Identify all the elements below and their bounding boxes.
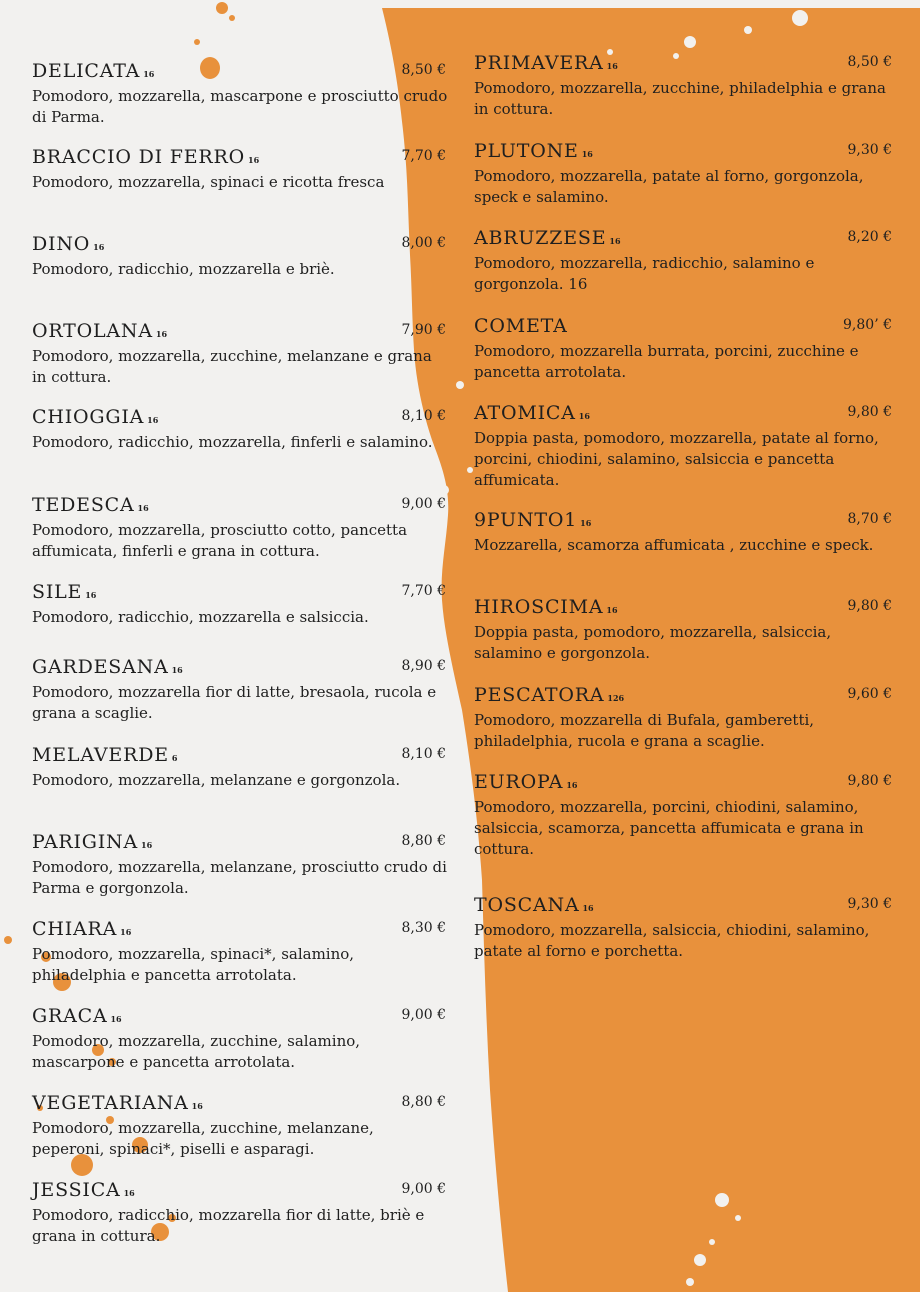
- menu-item-price: 9,60 €: [847, 686, 892, 702]
- menu-item-description: Pomodoro, mozzarella, salsiccia, chiodini, salamino, patate al forno e porchetta.: [474, 921, 870, 960]
- menu-item-name: [32, 831, 448, 856]
- item-name-text: BRACCIO DI FERRO: [32, 146, 246, 168]
- menu-item: [32, 494, 448, 562]
- allergen-code: 16: [93, 242, 105, 252]
- menu-item: [32, 656, 448, 724]
- menu-item: [474, 596, 894, 664]
- menu-item-description: Pomodoro, mozzarella, prosciutto cotto, pancetta affumicata, finferli e grana in cottura.: [32, 521, 408, 560]
- menu-item: [32, 831, 448, 899]
- item-name-text: DINO: [32, 233, 91, 255]
- menu-item-price: 9,80 €: [847, 598, 892, 614]
- menu-item: [32, 744, 448, 791]
- item-name-text: GRACA: [32, 1005, 108, 1027]
- allergen-code: 16: [137, 503, 149, 513]
- item-name-text: CHIOGGIA: [32, 406, 145, 428]
- menu-item: [474, 227, 894, 295]
- menu-item-description: Doppia pasta, pomodoro, mozzarella, patate al forno, porcini, chiodini, salamino, salsiccia e pancetta affumicata.: [474, 429, 879, 489]
- menu-item: [474, 140, 894, 208]
- menu-item-price: 9,00 €: [401, 1007, 446, 1023]
- menu-item-description: Pomodoro, mozzarella burrata, porcini, zucchine e pancetta arrotolata.: [474, 342, 859, 381]
- menu-item: [32, 320, 448, 388]
- menu-item-name: [474, 52, 894, 77]
- menu-item-name: [474, 402, 894, 427]
- menu-item-name: [474, 509, 894, 534]
- item-name-text: ABRUZZESE: [474, 227, 607, 249]
- menu-item-description: Pomodoro, mozzarella, spinaci e ricotta fresca: [32, 173, 385, 191]
- menu-item-description: Pomodoro, mozzarella, zucchine, philadelphia e grana in cottura.: [474, 79, 886, 118]
- menu-item-name: [474, 684, 894, 709]
- menu-item-name: [474, 894, 894, 919]
- menu-item-description: Pomodoro, mozzarella, melanzane e gorgonzola.: [32, 771, 401, 789]
- menu-item-name: [32, 60, 448, 85]
- allergen-code: 16: [171, 665, 183, 675]
- menu-item-description: Pomodoro, radicchio, mozzarella, finferli e salamino.: [32, 433, 433, 451]
- menu-item-description: Pomodoro, mozzarella, melanzane, prosciutto crudo di Parma e gorgonzola.: [32, 858, 447, 897]
- menu-item-price: 9,80’ €: [843, 317, 892, 333]
- menu-item-name: [32, 1179, 448, 1204]
- allergen-code: 16: [120, 927, 132, 937]
- menu-item-name: [32, 1092, 448, 1117]
- menu-item: [474, 684, 894, 752]
- item-name-text: PRIMAVERA: [474, 52, 604, 74]
- item-name-text: JESSICA: [32, 1179, 121, 1201]
- menu-item: [32, 406, 448, 453]
- menu-item-price: 8,30 €: [401, 920, 446, 936]
- menu-item-description: Pomodoro, mozzarella, zucchine, salamino, mascarpone e pancetta arrotolata.: [32, 1032, 361, 1071]
- menu-item-description: Doppia pasta, pomodoro, mozzarella, salsiccia, salamino e gorgonzola.: [474, 623, 832, 662]
- menu-item-price: 8,80 €: [401, 1094, 446, 1110]
- menu-item-price: 9,80 €: [847, 773, 892, 789]
- allergen-code: 16: [606, 61, 618, 71]
- menu-item-name: [474, 315, 894, 340]
- menu-item: [32, 146, 448, 193]
- menu-item-name: [474, 227, 894, 252]
- menu-item-name: [32, 233, 448, 258]
- menu-item-name: [32, 494, 448, 519]
- allergen-code: 16: [147, 415, 159, 425]
- item-name-text: GARDESANA: [32, 656, 169, 678]
- item-name-text: SILE: [32, 581, 83, 603]
- menu-item-price: 7,90 €: [401, 322, 446, 338]
- menu-item-price: 7,70 €: [401, 583, 446, 599]
- item-name-text: PESCATORA: [474, 684, 605, 706]
- menu-item-description: Pomodoro, radicchio, mozzarella e salsiccia.: [32, 608, 369, 626]
- menu-item: [32, 1092, 448, 1160]
- allergen-code: 16: [248, 155, 260, 165]
- menu-item-price: 8,20 €: [847, 229, 892, 245]
- menu-item-description: Pomodoro, mozzarella, zucchine, melanzane, peperoni, spinaci*, piselli e asparagi.: [32, 1119, 374, 1158]
- item-name-text: COMETA: [474, 315, 568, 337]
- menu-item-price: 8,80 €: [401, 833, 446, 849]
- menu-item-name: [474, 140, 894, 165]
- allergen-code: 16: [578, 411, 590, 421]
- menu-item-name: [32, 1005, 448, 1030]
- allergen-code: 16: [580, 518, 592, 528]
- allergen-code: 16: [110, 1014, 122, 1024]
- item-name-text: ATOMICA: [474, 402, 576, 424]
- allergen-code: 16: [609, 236, 621, 246]
- allergen-code: 16: [141, 840, 153, 850]
- item-name-text: ORTOLANA: [32, 320, 153, 342]
- menu-item-name: [32, 146, 448, 171]
- item-name-text: VEGETARIANA: [32, 1092, 189, 1114]
- allergen-code: 16: [123, 1188, 135, 1198]
- item-name-text: TOSCANA: [474, 894, 580, 916]
- item-name-text: 9PUNTO1: [474, 509, 578, 531]
- menu-item-price: 9,30 €: [847, 896, 892, 912]
- menu-item: [474, 894, 894, 962]
- menu-item-price: 8,10 €: [401, 746, 446, 762]
- menu-item-name: [474, 771, 894, 796]
- allergen-code: 126: [607, 693, 625, 703]
- item-name-text: DELICATA: [32, 60, 141, 82]
- item-name-text: EUROPA: [474, 771, 564, 793]
- menu-item-description: Pomodoro, mozzarella di Bufala, gamberetti, philadelphia, rucola e grana a scaglie.: [474, 711, 815, 750]
- menu-item-description: Pomodoro, mozzarella, zucchine, melanzane e grana in cottura.: [32, 347, 432, 386]
- allergen-code: 16: [191, 1101, 203, 1111]
- menu-item-description: Pomodoro, mozzarella, radicchio, salamino e gorgonzola. 16: [474, 254, 815, 293]
- menu-item-description: Pomodoro, mozzarella, patate al forno, gorgonzola, speck e salamino.: [474, 167, 864, 206]
- menu-item-description: Pomodoro, mozzarella, mascarpone e prosciutto crudo di Parma.: [32, 87, 448, 126]
- menu-item-description: Pomodoro, radicchio, mozzarella e briè.: [32, 260, 335, 278]
- menu-item: [474, 771, 894, 860]
- allergen-code: 16: [155, 329, 168, 339]
- menu-item: [32, 581, 448, 628]
- menu-item: [32, 918, 448, 986]
- menu-item-price: 9,00 €: [401, 1181, 446, 1197]
- item-name-text: MELAVERDE: [32, 744, 169, 766]
- menu-item-price: 9,30 €: [847, 142, 892, 158]
- menu-item: [474, 315, 894, 383]
- menu-item-name: [32, 320, 448, 345]
- menu-item: [32, 233, 448, 280]
- menu-item-price: 8,50 €: [401, 62, 446, 78]
- menu-item-price: 8,00 €: [401, 235, 446, 251]
- menu-item: [474, 402, 894, 491]
- menu-item: [32, 1179, 448, 1247]
- menu-item-price: 9,00 €: [401, 496, 446, 512]
- menu-item-name: [32, 918, 448, 943]
- menu-item-name: [32, 656, 448, 681]
- menu-item: [474, 509, 894, 556]
- menu-item-description: Mozzarella, scamorza affumicata , zucchine e speck.: [474, 536, 874, 554]
- menu-item-name: [32, 744, 448, 769]
- item-name-text: PLUTONE: [474, 140, 579, 162]
- allergen-code: 16: [581, 149, 593, 159]
- item-name-text: HIROSCIMA: [474, 596, 604, 618]
- item-name-text: TEDESCA: [32, 494, 135, 516]
- menu-item-name: [32, 581, 448, 606]
- menu-item-price: 8,50 €: [847, 54, 892, 70]
- menu-item-description: Pomodoro, radicchio, mozzarella fior di latte, briè e grana in cottura.: [32, 1206, 425, 1245]
- allergen-code: 16: [566, 780, 578, 790]
- allergen-code: 6: [171, 753, 178, 763]
- menu-item-price: 9,80 €: [847, 404, 892, 420]
- allergen-code: 16: [143, 69, 155, 79]
- menu-item: [32, 60, 448, 128]
- item-name-text: CHIARA: [32, 918, 118, 940]
- menu-item-name: [474, 596, 894, 621]
- item-name-text: PARIGINA: [32, 831, 139, 853]
- menu-item: [474, 52, 894, 120]
- allergen-code: 16: [85, 590, 97, 600]
- menu-item-description: Pomodoro, mozzarella, spinaci*, salamino, philadelphia e pancetta arrotolata.: [32, 945, 355, 984]
- menu-item-price: 7,70 €: [401, 148, 446, 164]
- menu-item-name: [32, 406, 448, 431]
- allergen-code: 16: [582, 903, 594, 913]
- menu-item-price: 8,90 €: [401, 658, 446, 674]
- menu-item-price: 8,70 €: [847, 511, 892, 527]
- allergen-code: 16: [606, 605, 618, 615]
- menu-item-description: Pomodoro, mozzarella fior di latte, bresaola, rucola e grana a scaglie.: [32, 683, 437, 722]
- menu-item-price: 8,10 €: [401, 408, 446, 424]
- menu-item: [32, 1005, 448, 1073]
- menu-item-description: Pomodoro, mozzarella, porcini, chiodini, salamino, salsiccia, scamorza, pancetta affumicata e grana in cottura.: [474, 798, 864, 858]
